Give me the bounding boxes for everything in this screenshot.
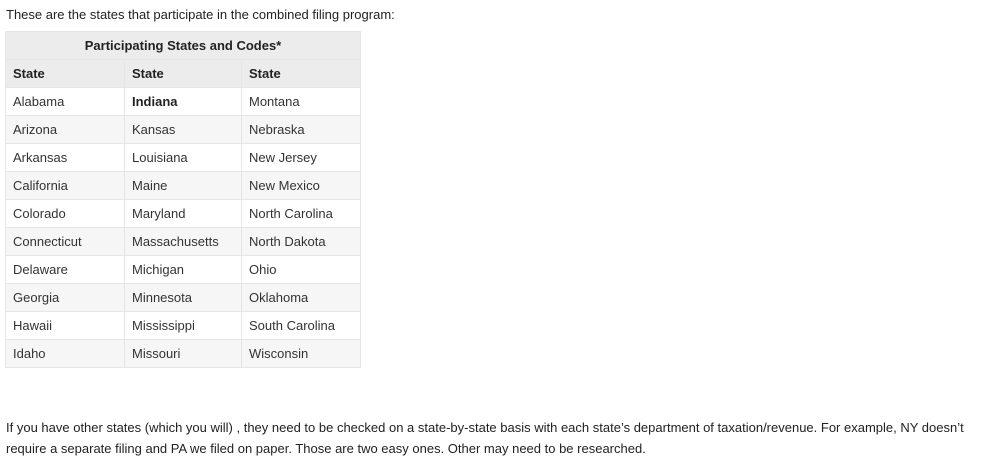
table-cell: North Dakota <box>242 228 361 256</box>
note-paragraph <box>6 417 991 459</box>
table-cell: Mississippi <box>125 312 242 340</box>
table-cell: Hawaii <box>6 312 125 340</box>
column-header: State <box>6 60 125 88</box>
table-row <box>6 340 361 368</box>
table-row <box>6 228 361 256</box>
table-cell: Alabama <box>6 88 125 116</box>
table-header-row <box>6 60 361 88</box>
table-cell: South Carolina <box>242 312 361 340</box>
table-cell: Ohio <box>242 256 361 284</box>
table-cell: Kansas <box>125 116 242 144</box>
table-row <box>6 284 361 312</box>
table-cell: Colorado <box>6 200 125 228</box>
intro-text: These are the states that participate in the combined filing program: <box>6 7 395 22</box>
table-cell: Connecticut <box>6 228 125 256</box>
column-header: State <box>242 60 361 88</box>
table-cell: Nebraska <box>242 116 361 144</box>
table-row <box>6 312 361 340</box>
table-cell: Massachusetts <box>125 228 242 256</box>
table-row <box>6 256 361 284</box>
table-cell: Michigan <box>125 256 242 284</box>
table-cell: Minnesota <box>125 284 242 312</box>
table-cell: Maine <box>125 172 242 200</box>
table-cell: Wisconsin <box>242 340 361 368</box>
table-cell: Louisiana <box>125 144 242 172</box>
table-cell: Montana <box>242 88 361 116</box>
table-cell: New Jersey <box>242 144 361 172</box>
table-cell: Oklahoma <box>242 284 361 312</box>
table-row <box>6 116 361 144</box>
table-row <box>6 200 361 228</box>
participating-states-table <box>5 31 361 368</box>
table-caption-row <box>6 32 361 60</box>
table-cell: Idaho <box>6 340 125 368</box>
table-cell: Indiana <box>125 88 242 116</box>
table-row <box>6 144 361 172</box>
table-cell: New Mexico <box>242 172 361 200</box>
table-cell: Delaware <box>6 256 125 284</box>
table-cell: California <box>6 172 125 200</box>
table-cell: Arkansas <box>6 144 125 172</box>
note-line: require a separate filing and PA we filed on paper. Those are two easy ones. Other may need to be researched. <box>6 441 646 456</box>
table-cell: Georgia <box>6 284 125 312</box>
table-caption: Participating States and Codes* <box>6 32 361 60</box>
table-row <box>6 88 361 116</box>
table-row <box>6 172 361 200</box>
note-line: If you have other states (which you will) , they need to be checked on a state-by-state basis with each state’s department of taxation/revenue. For example, NY doesn’t <box>6 420 964 435</box>
table-cell: North Carolina <box>242 200 361 228</box>
table-cell: Missouri <box>125 340 242 368</box>
table-cell: Arizona <box>6 116 125 144</box>
table-cell: Maryland <box>125 200 242 228</box>
column-header: State <box>125 60 242 88</box>
